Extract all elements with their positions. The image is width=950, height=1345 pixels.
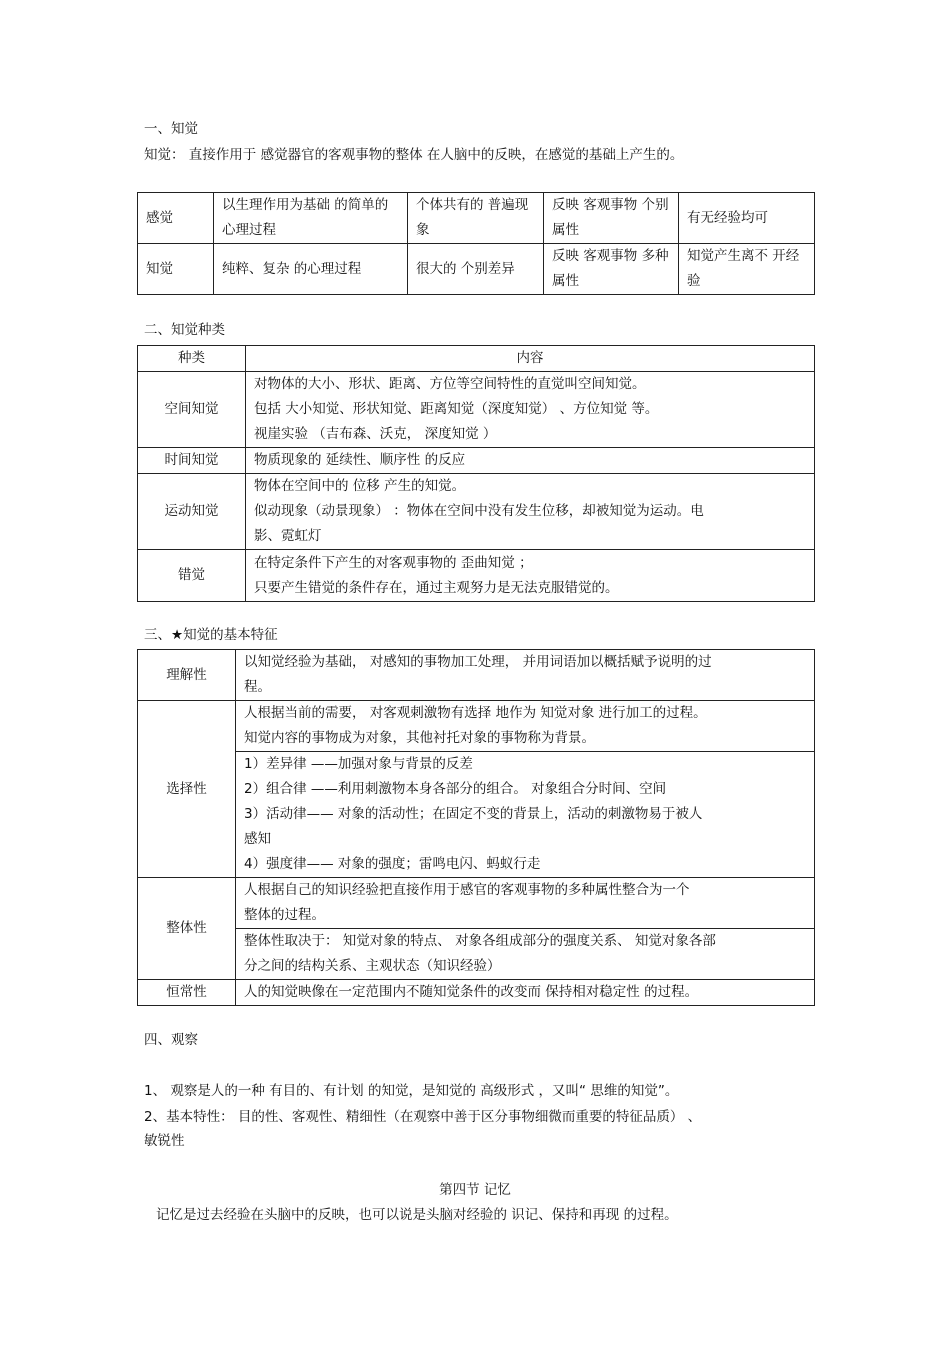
section4-heading: 四、观察	[144, 1032, 198, 1048]
table-row	[138, 878, 815, 929]
observation-item-2: 2、基本特性： 目的性、客观性、精细性（在观察中善于区分事物细微而重要的特征品质） 、	[144, 1109, 702, 1125]
perception-definition: 知觉： 直接作用于 感觉器官的客观事物的整体 在人脑中的反映，在感觉的基础上产生的。	[144, 147, 684, 163]
table-row	[138, 650, 815, 701]
section1-heading: 一、知觉	[144, 121, 198, 137]
content-line: 影、霓虹灯	[254, 528, 322, 544]
content-cell	[236, 929, 815, 980]
content-cell	[236, 701, 815, 752]
observation-item-2-cont: 敏锐性	[144, 1133, 185, 1149]
content-cell	[246, 474, 815, 550]
content-line: 似动现象（动景现象） ：物体在空间中没有发生位移，却被知觉为运动。电	[254, 503, 704, 519]
table-cell: 以生理作用为基础 的简单的心理过程	[214, 193, 408, 244]
content-line: 包括 大小知觉、形状知觉、距离知觉（深度知觉） 、方位知觉 等。	[254, 401, 659, 417]
content-line: 3）活动律—— 对象的活动性；在固定不变的背景上，活动的刺激物易于被人	[244, 806, 703, 822]
content-cell	[236, 752, 815, 878]
kind-cell: 恒常性	[138, 980, 236, 1006]
table-cell: 反映 客观事物 多种属性	[544, 244, 679, 295]
sensation-perception-table	[137, 192, 815, 295]
table-row	[138, 244, 815, 295]
table-row	[138, 980, 815, 1006]
content-line: 程。	[244, 679, 271, 695]
table-cell: 纯粹、复杂 的心理过程	[214, 244, 408, 295]
content-line: 只要产生错觉的条件存在，通过主观努力是无法克服错觉的。	[254, 579, 619, 596]
observation-item-1: 1、 观察是人的一种 有目的、有计划 的知觉，是知觉的 高级形式 ，又叫“ 思维的知觉”。	[144, 1083, 679, 1099]
content-line: 整体性取决于： 知觉对象的特点、 对象各组成部分的强度关系、 知觉对象各部	[244, 933, 716, 949]
content-line: 4）强度律—— 对象的强度；雷鸣电闪、蚂蚁行走	[244, 856, 541, 872]
table-row	[138, 550, 815, 602]
content-line: 人根据自己的知识经验把直接作用于感官的客观事物的多种属性整合为一个	[244, 882, 690, 898]
header-kind: 种类	[138, 346, 246, 372]
table-cell: 反映 客观事物 个别属性	[544, 193, 679, 244]
kind-cell: 空间知觉	[138, 372, 246, 448]
content-line: 对物体的大小、形状、距离、方位等空间特性的直觉叫空间知觉。	[254, 376, 646, 392]
content-line: 2）组合律 ——利用刺激物本身各部分的组合。 对象组合分时间、空间	[244, 781, 667, 797]
perception-types-table	[137, 345, 815, 602]
content-line: 物质现象的 延续性、顺序性 的反应	[246, 448, 815, 474]
table-cell: 知觉	[138, 244, 214, 295]
content-line: 整体的过程。	[244, 907, 325, 923]
table-cell: 很大的 个别差异	[408, 244, 544, 295]
content-line: 人根据当前的需要， 对客观刺激物有选择 地作为 知觉对象 进行加工的过程。	[244, 705, 707, 721]
content-line: 物体在空间中的 位移 产生的知觉。	[254, 478, 466, 494]
section3-heading: 三、★知觉的基本特征	[144, 627, 278, 643]
kind-cell: 理解性	[138, 650, 236, 701]
table-row	[138, 372, 815, 448]
content-line: 人的知觉映像在一定范围内不随知觉条件的改变而 保持相对稳定性 的过程。	[236, 980, 815, 1006]
content-line: 在特定条件下产生的对客观事物的 歪曲知觉 ；	[254, 554, 533, 571]
table-cell: 感觉	[138, 193, 214, 244]
table-row	[138, 474, 815, 550]
content-line: 知觉内容的事物成为对象，其他衬托对象的事物称为背景。	[244, 730, 595, 746]
content-line: 1）差异律 ——加强对象与背景的反差	[244, 756, 473, 772]
table-row	[138, 193, 815, 244]
table-cell: 有无经验均可	[679, 193, 815, 244]
content-line: 视崖实验 （吉布森、沃克， 深度知觉 ）	[254, 426, 497, 442]
section2-heading: 二、知觉种类	[144, 322, 225, 338]
kind-cell: 时间知觉	[138, 448, 246, 474]
kind-cell: 整体性	[138, 878, 236, 980]
table-cell: 知觉产生离不 开经验	[679, 244, 815, 295]
content-line: 感知	[244, 831, 271, 847]
table-row	[138, 752, 815, 878]
content-cell	[236, 878, 815, 929]
content-cell	[246, 372, 815, 448]
memory-definition: 记忆是过去经验在头脑中的反映，也可以说是头脑对经验的 识记、保持和再现 的过程。	[156, 1207, 678, 1223]
header-content: 内容	[246, 346, 815, 372]
content-line: 以知觉经验为基础， 对感知的事物加工处理， 并用词语加以概括赋予说明的过	[244, 654, 712, 670]
perception-features-table	[137, 649, 815, 1006]
content-line: 分之间的结构关系、主观状态（知识经验）	[244, 958, 501, 974]
table-cell: 个体共有的 普遍现象	[408, 193, 544, 244]
kind-cell: 选择性	[138, 701, 236, 878]
chapter-title: 第四节 记忆	[439, 1182, 511, 1198]
kind-cell: 运动知觉	[138, 474, 246, 550]
table-row	[138, 701, 815, 752]
content-cell	[236, 650, 815, 701]
table-header-row	[138, 346, 815, 372]
kind-cell: 错觉	[138, 550, 246, 602]
table-row	[138, 448, 815, 474]
table-row	[138, 929, 815, 980]
content-cell	[246, 550, 815, 602]
